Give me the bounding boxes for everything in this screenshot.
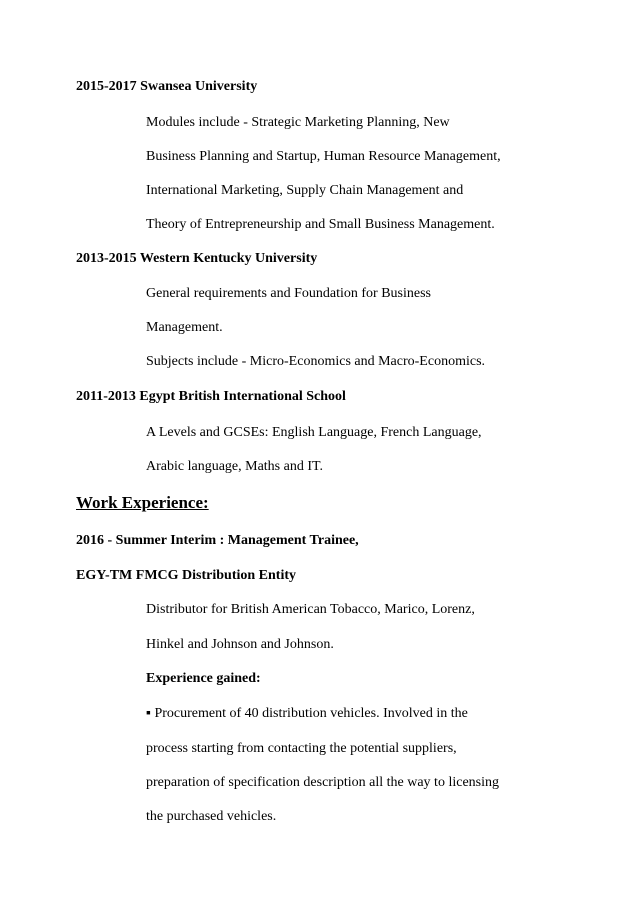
education-entry-title [76, 78, 257, 96]
education-entry-title [76, 388, 346, 406]
experience-line: the purchased vehicles. [146, 809, 277, 824]
education-detail-line: Business Planning and Startup, Human Resource Management, [146, 149, 501, 164]
education-entry-title [76, 250, 317, 268]
education-years: 2011-2013 [76, 389, 136, 404]
education-years: 2013-2015 [76, 251, 137, 266]
education-detail-line: International Marketing, Supply Chain Management and [146, 183, 464, 198]
experience-line: Procurement of 40 distribution vehicles. Involved in the [154, 706, 468, 721]
work-company: EGY-TM FMCG Distribution Entity [76, 568, 296, 583]
work-description-line: Hinkel and Johnson and Johnson. [146, 637, 334, 652]
education-institution: Western Kentucky University [139, 251, 318, 266]
bullet-icon: ▪ [146, 706, 151, 721]
experience-line: preparation of specification description all the way to licensing [146, 775, 499, 790]
education-detail-line: Modules include - Strategic Marketing Planning, New [146, 115, 450, 130]
section-heading-work-experience: Work Experience: [76, 493, 209, 512]
education-detail-line: Subjects include - Micro-Economics and Macro-Economics. [146, 354, 486, 369]
experience-bullet-item [146, 705, 468, 723]
education-institution: Egypt British International School [139, 389, 346, 404]
education-detail-line: General requirements and Foundation for Business [146, 286, 431, 301]
education-detail-line: Theory of Entrepreneurship and Small Business Management. [146, 217, 495, 232]
education-institution: Swansea University [140, 79, 258, 94]
work-role: 2016 - Summer Interim : Management Trainee, [76, 533, 359, 548]
education-detail-line: Management. [146, 320, 223, 335]
education-detail-line: A Levels and GCSEs: English Language, French Language, [146, 425, 482, 440]
education-years: 2015-2017 [76, 79, 137, 94]
experience-label: Experience gained: [146, 671, 261, 686]
work-description-line: Distributor for British American Tobacco, Marico, Lorenz, [146, 602, 475, 617]
education-detail-line: Arabic language, Maths and IT. [146, 459, 324, 474]
experience-line: process starting from contacting the potential suppliers, [146, 741, 457, 756]
